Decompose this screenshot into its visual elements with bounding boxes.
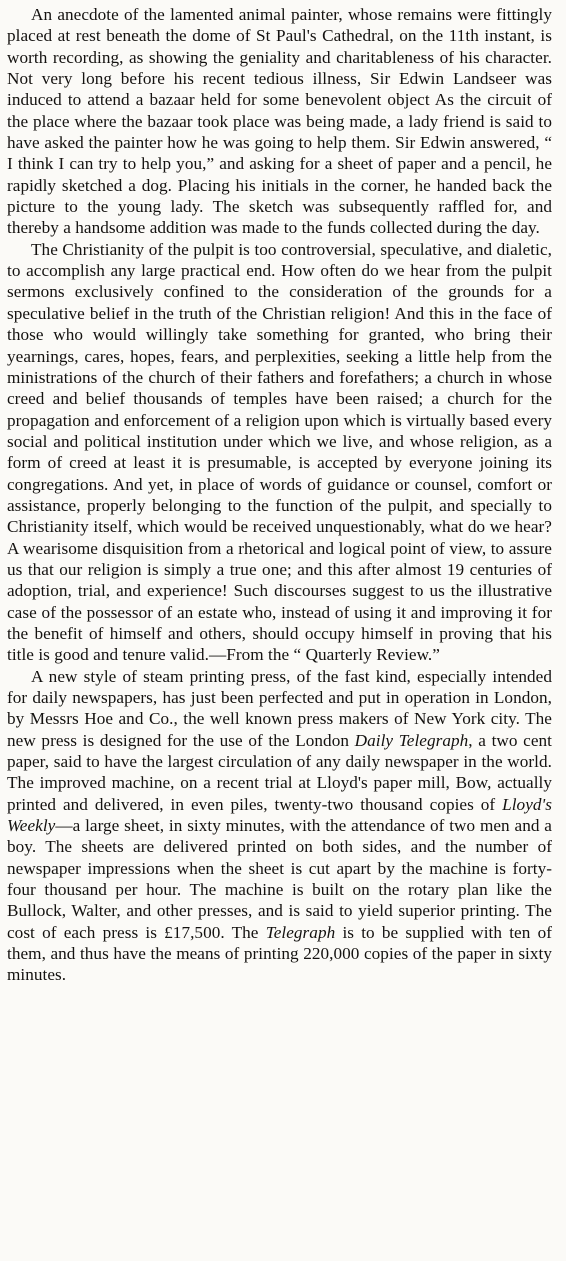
paragraph-text: is to be supplied with ten of them, and thus have the means of printing 220,000 copies of the paper in sixty minutes. xyxy=(7,922,553,985)
paragraph-text: —a large sheet, in sixty minutes, with the attendance of two men and a boy. The sheets are delivered printed on both sides, and the number of newspaper impressions when the sheet is cut apart by the machine is forty-four thousand per hour. The machine is built on the rotary plan like the Bullock, Walter, and other presses, and is said to yield superior printing. The cost of each press is £17,500. The xyxy=(7,816,552,942)
paragraph-steam-printing-press xyxy=(7,666,552,986)
paragraph-landseer-anecdote xyxy=(7,4,552,239)
paragraph-text: An anecdote of the lamented animal painter, whose remains were fittingly placed at rest beneath the dome of St Paul's Cathedral, on the 11th instant, is worth recording, as showing the geniality and charitableness of his character. Not very long before his recent tedious illness, Sir Edwin Landseer was induced to attend a bazaar held for some benevolent object As the circuit of the place where the bazaar took place was being made, a lady friend is said to have asked the painter how he was going to help them. Sir Edwin answered, “ I think I can try to help you,” and asking for a sheet of paper and a pencil, he rapidly sketched a dog. Placing his initials in the corner, he handed back the picture to the young lady. The sketch was subsequently raffled for, and thereby a handsome addition was made to the funds collected during the day. xyxy=(7,5,552,238)
italic-title-lloyds-weekly: Lloyd's Weekly xyxy=(7,794,552,836)
paragraph-text: The Christianity of the pulpit is too controversial, speculative, and dialetic, to accomplish any large practical end. How often do we hear from the pulpit sermons exclusively confined to the consideration of the grounds for a speculative belief in the truth of the Christian religion! And this in the face of those who would willingly take something for granted, who bring their yearnings, cares, hopes, fears, and perplexities, seeking a little help from the ministrations of the church of their fathers and forefathers; a church in whose creed and belief thousands of temples have been raised; a church for the propagation and enforcement of a religion upon which is virtually based every social and political institution under which we live, and whose religion, as a form of creed at least it is presumable, is accepted by everyone joining its congregations. And yet, in place of words of guidance or counsel, comfort or assistance, properly belonging to the function of the pulpit, and specially to Christianity itself, which would be received unquestionably, what do we hear? A wearisome disquisition from a rhetorical and logical point of view, to assure us that our religion is simply a true one; and this after almost 19 centuries of adoption, trial, and experience! Such discourses suggest to us the illustrative case of the possessor of an estate who, instead of using it and improving it for the benefit of himself and others, should occupy himself in proving that his title is good and tenure valid.—From the “ Quarterly Review.” xyxy=(7,239,552,665)
italic-title-telegraph: Telegraph xyxy=(265,922,336,942)
italic-title-daily-telegraph: Daily Telegraph xyxy=(354,730,469,750)
paragraph-christianity-of-the-pulpit xyxy=(7,239,552,666)
paragraph-text: , a two cent paper, said to have the largest circulation of any daily newspaper in the world. The improved machine, on a recent trial at Lloyd's paper mill, Bow, actually printed and delivered, in even piles, twenty-two thousand copies of xyxy=(7,730,553,814)
paragraph-text: A new style of steam printing press, of the fast kind, especially intended for daily newspapers, has just been perfected and put in operation in London, by Messrs Hoe and Co., the well known press makers of New York city. The new press is designed for the use of the London xyxy=(7,666,552,750)
